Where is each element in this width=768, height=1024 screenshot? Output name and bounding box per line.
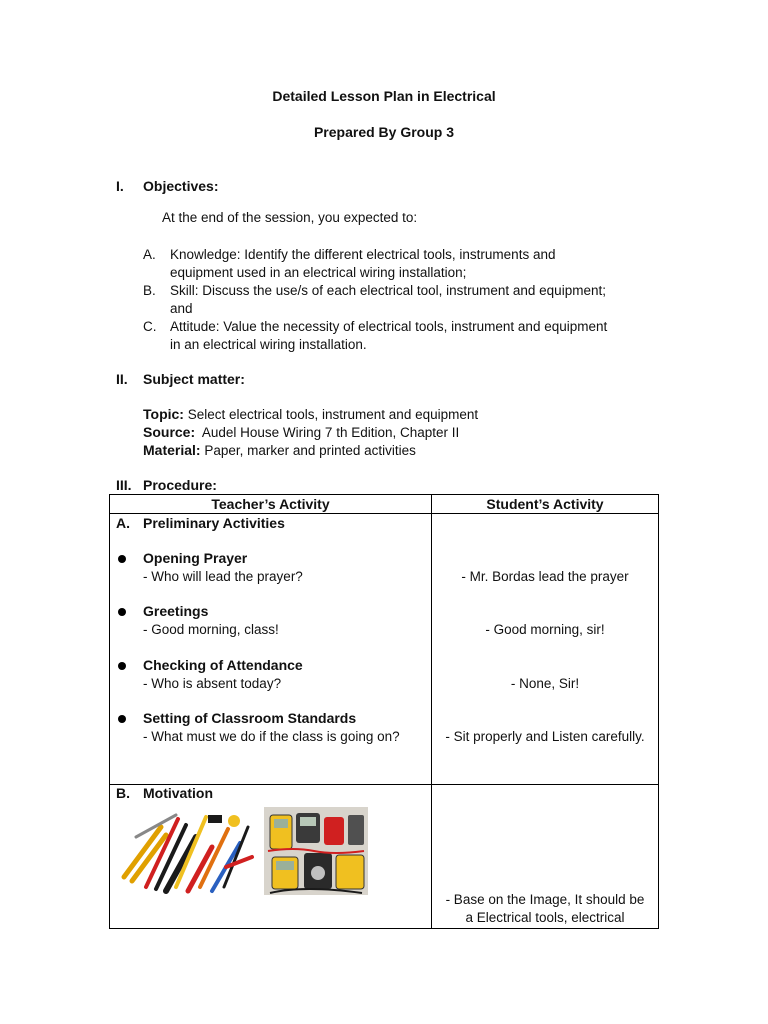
standards-student: - Sit properly and Listen carefully. xyxy=(445,729,645,744)
preliminary-teacher-cell xyxy=(110,514,432,785)
procedure-numeral: III. xyxy=(116,477,132,493)
opening-prayer-teacher: - Who will lead the prayer? xyxy=(143,569,303,584)
objective-skill xyxy=(170,282,650,318)
source-label: Source: xyxy=(143,424,196,440)
document-title: Detailed Lesson Plan in Electrical xyxy=(272,88,496,104)
procedure-table xyxy=(109,494,659,929)
motivation-student-cell xyxy=(432,785,659,929)
attendance-student: - None, Sir! xyxy=(510,676,580,691)
motivation-student-line2: a Electrical tools, electrical xyxy=(465,910,625,925)
topic-value: Select electrical tools, instrument and equipment xyxy=(183,407,479,422)
electrical-instruments-image xyxy=(264,807,368,895)
opening-prayer-heading: Opening Prayer xyxy=(143,550,248,566)
document-subtitle: Prepared By Group 3 xyxy=(313,124,455,140)
procedure-heading: Procedure: xyxy=(143,477,217,493)
objective-attitude xyxy=(170,318,650,354)
student-column-header: Student’s Activity xyxy=(432,495,659,514)
prelim-heading: Preliminary Activities xyxy=(143,515,285,531)
greetings-student: - Good morning, sir! xyxy=(485,622,605,637)
electrical-tools-image xyxy=(116,807,256,895)
objective-skill-line1: Skill: Discuss the use/s of each electrical tool, instrument and equipment; xyxy=(170,283,606,298)
topic-label: Topic: xyxy=(143,406,184,422)
subject-source xyxy=(143,423,459,442)
objectives-heading: Objectives: xyxy=(143,178,219,194)
motivation-teacher-cell xyxy=(110,785,432,929)
subject-material xyxy=(143,441,416,460)
objective-letter-a: A. xyxy=(143,247,156,262)
standards-teacher: - What must we do if the class is going on? xyxy=(143,729,400,744)
objectives-intro: At the end of the session, you expected to: xyxy=(162,210,418,225)
teacher-column-header: Teacher’s Activity xyxy=(110,495,432,514)
material-label: Material: xyxy=(143,442,201,458)
attendance-teacher: - Who is absent today? xyxy=(143,676,282,691)
source-value: Audel House Wiring 7 th Edition, Chapter II xyxy=(195,425,460,440)
opening-prayer-student: - Mr. Bordas lead the prayer xyxy=(461,569,629,584)
bullet-icon xyxy=(118,662,126,670)
attendance-heading: Checking of Attendance xyxy=(143,657,303,673)
standards-heading: Setting of Classroom Standards xyxy=(143,710,357,726)
prelim-letter: A. xyxy=(116,515,130,531)
motivation-student-line1: - Base on the Image, It should be xyxy=(445,892,645,907)
objectives-numeral: I. xyxy=(116,178,124,194)
table-row xyxy=(110,514,659,785)
motivation-heading: Motivation xyxy=(143,785,213,801)
objective-letter-c: C. xyxy=(143,319,157,334)
bullet-icon xyxy=(118,555,126,563)
objective-knowledge xyxy=(170,246,650,282)
preliminary-student-cell xyxy=(432,514,659,785)
objective-knowledge-line2: equipment used in an electrical wiring installation; xyxy=(170,265,467,280)
table-header-row xyxy=(110,495,659,514)
objective-knowledge-line1: Knowledge: Identify the different electrical tools, instruments and xyxy=(170,247,556,262)
subject-topic xyxy=(143,405,478,424)
objective-letter-b: B. xyxy=(143,283,156,298)
bullet-icon xyxy=(118,608,126,616)
table-row xyxy=(110,785,659,929)
objective-skill-line2: and xyxy=(170,301,193,316)
material-value: Paper, marker and printed activities xyxy=(200,443,416,458)
bullet-icon xyxy=(118,715,126,723)
subject-heading: Subject matter: xyxy=(143,371,245,387)
subject-numeral: II. xyxy=(116,371,128,387)
motivation-letter: B. xyxy=(116,785,130,801)
objective-attitude-line2: in an electrical wiring installation. xyxy=(170,337,367,352)
greetings-teacher: - Good morning, class! xyxy=(143,622,279,637)
objective-attitude-line1: Attitude: Value the necessity of electrical tools, instrument and equipment xyxy=(170,319,608,334)
greetings-heading: Greetings xyxy=(143,603,209,619)
